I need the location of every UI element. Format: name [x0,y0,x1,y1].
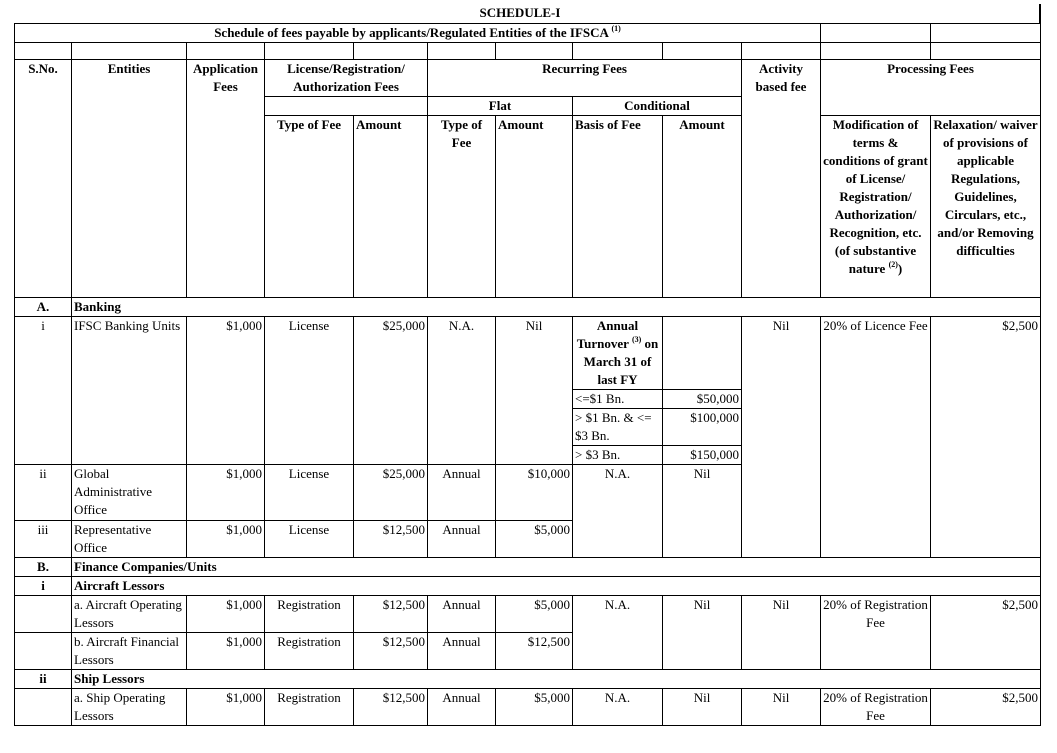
border-line [1039,4,1041,24]
row-modification: 20% of Registration Fee [821,596,931,670]
blank-cell [354,43,428,60]
row-relaxation: $2,500 [931,317,1041,558]
row-license-type: License [265,521,354,558]
section-row-banking [15,298,1041,317]
row-license-amount: $12,500 [354,689,428,726]
row-license-amount: $12,500 [354,633,428,670]
spacer-row [15,43,1041,60]
tier-basis: > $1 Bn. & <= $3 Bn. [573,409,663,446]
header-cond-basis: Basis of Fee [573,116,663,298]
blank-cell [931,24,1041,43]
row-flat-amount: $5,000 [496,596,573,633]
row-activity: Nil [742,689,821,726]
blank-cell [265,97,428,116]
row-entity: a. Ship Operating Lessors [72,689,187,726]
subsection-sno: ii [15,670,72,689]
blank-cell [663,317,742,390]
subsection-sno: i [15,577,72,596]
row-activity: Nil [742,596,821,670]
header-sno: S.No. [15,60,72,298]
row-entity: a. Aircraft Operating Lessors [72,596,187,633]
row-cond-basis: N.A. [573,596,663,670]
row-license-type: License [265,317,354,465]
schedule-title: SCHEDULE-I [479,5,561,20]
fee-schedule-table [14,23,1041,726]
header-flat-type: Type of Fee [428,116,496,298]
section-name: Finance Companies/Units [72,558,1041,577]
row-entity: Global Administrative Office [72,465,187,521]
row-flat-amount: $12,500 [496,633,573,670]
row-cond-amount: Nil [663,596,742,670]
tier-basis: > $3 Bn. [573,446,663,465]
tier-amount: $100,000 [663,409,742,446]
header-relaxation: Relaxation/ waiver of provisions of applicable Regulations, Guidelines, Circulars, etc., and/or Removing difficulties [931,116,1041,298]
blank-cell [15,43,72,60]
row-cond-basis: N.A. [573,689,663,726]
row-license-amount: $12,500 [354,596,428,633]
row-flat-type: Annual [428,596,496,633]
row-sno: ii [15,465,72,521]
blank-cell [15,689,72,726]
row-sno: iii [15,521,72,558]
row-flat-type: Annual [428,465,496,521]
table-row [15,689,1041,726]
row-license-amount: $25,000 [354,317,428,465]
row-license-type: License [265,465,354,521]
row-cond-basis: N.A. [573,465,663,558]
header-license-amount: Amount [354,116,428,298]
row-entity: Representative Office [72,521,187,558]
header-flat: Flat [428,97,573,116]
blank-cell [573,43,663,60]
blank-cell [187,43,265,60]
row-modification: 20% of Licence Fee [821,317,931,558]
row-application: $1,000 [187,521,265,558]
header-recurring-group: Recurring Fees [428,60,742,97]
row-sno: i [15,317,72,465]
row-flat-type: N.A. [428,317,496,465]
row-relaxation: $2,500 [931,596,1041,670]
header-row-1 [15,60,1041,97]
table-row [15,317,1041,390]
table-caption: Schedule of fees payable by applicants/Regulated Entities of the IFSCA $^{(1)}$ [15,24,821,43]
header-processing-group: Processing Fees [821,60,1041,116]
blank-cell [931,43,1041,60]
blank-cell [663,43,742,60]
row-license-amount: $12,500 [354,521,428,558]
header-entities: Entities [72,60,187,298]
blank-cell [821,43,931,60]
subsection-name: Aircraft Lessors [72,577,1041,596]
row-application: $1,000 [187,317,265,465]
row-flat-amount: $10,000 [496,465,573,521]
blank-cell [72,43,187,60]
header-license-type: Type of Fee [265,116,354,298]
row-application: $1,000 [187,689,265,726]
subsection-row-ship [15,670,1041,689]
tier-basis: <=$1 Bn. [573,390,663,409]
row-flat-amount: $5,000 [496,521,573,558]
section-row-finance [15,558,1041,577]
header-conditional: Conditional [573,97,742,116]
header-application-fees: Application Fees [187,60,265,298]
blank-cell [265,43,354,60]
header-activity: Activity based fee [742,60,821,298]
header-cond-amount: Amount [663,116,742,298]
blank-cell [428,43,496,60]
row-flat-type: Annual [428,521,496,558]
row-license-type: Registration [265,596,354,633]
header-license-group: License/Registration/ Authorization Fees [265,60,428,97]
blank-cell [742,43,821,60]
blank-cell [15,633,72,670]
row-license-type: Registration [265,633,354,670]
tier-amount: $150,000 [663,446,742,465]
row-cond-basis: Annual Turnover $^{(3)}$ on March 31 of last FY [573,317,663,390]
row-flat-amount: $5,000 [496,689,573,726]
row-application: $1,000 [187,596,265,633]
section-sno: A. [15,298,72,317]
subsection-row-aircraft [15,577,1041,596]
row-application: $1,000 [187,633,265,670]
row-modification: 20% of Registration Fee [821,689,931,726]
row-entity: b. Aircraft Financial Lessors [72,633,187,670]
row-license-amount: $25,000 [354,465,428,521]
blank-cell [496,43,573,60]
row-entity: IFSC Banking Units [72,317,187,465]
row-cond-amount: Nil [663,689,742,726]
tier-amount: $50,000 [663,390,742,409]
row-flat-type: Annual [428,689,496,726]
header-flat-amount: Amount [496,116,573,298]
row-flat-amount: Nil [496,317,573,465]
section-name: Banking [72,298,1041,317]
row-application: $1,000 [187,465,265,521]
blank-cell [15,596,72,633]
table-row [15,596,1041,633]
section-sno: B. [15,558,72,577]
row-relaxation: $2,500 [931,689,1041,726]
row-license-type: Registration [265,689,354,726]
row-cond-amount: Nil [663,465,742,558]
row-flat-type: Annual [428,633,496,670]
header-modification: Modification of terms & conditions of grant of License/ Registration/ Authorization/ Recognition, etc. (of substantive nature $^{(2)}$) [821,116,931,298]
caption-row [15,24,1041,43]
blank-cell [821,24,931,43]
subsection-name: Ship Lessors [72,670,1041,689]
row-activity: Nil [742,317,821,558]
